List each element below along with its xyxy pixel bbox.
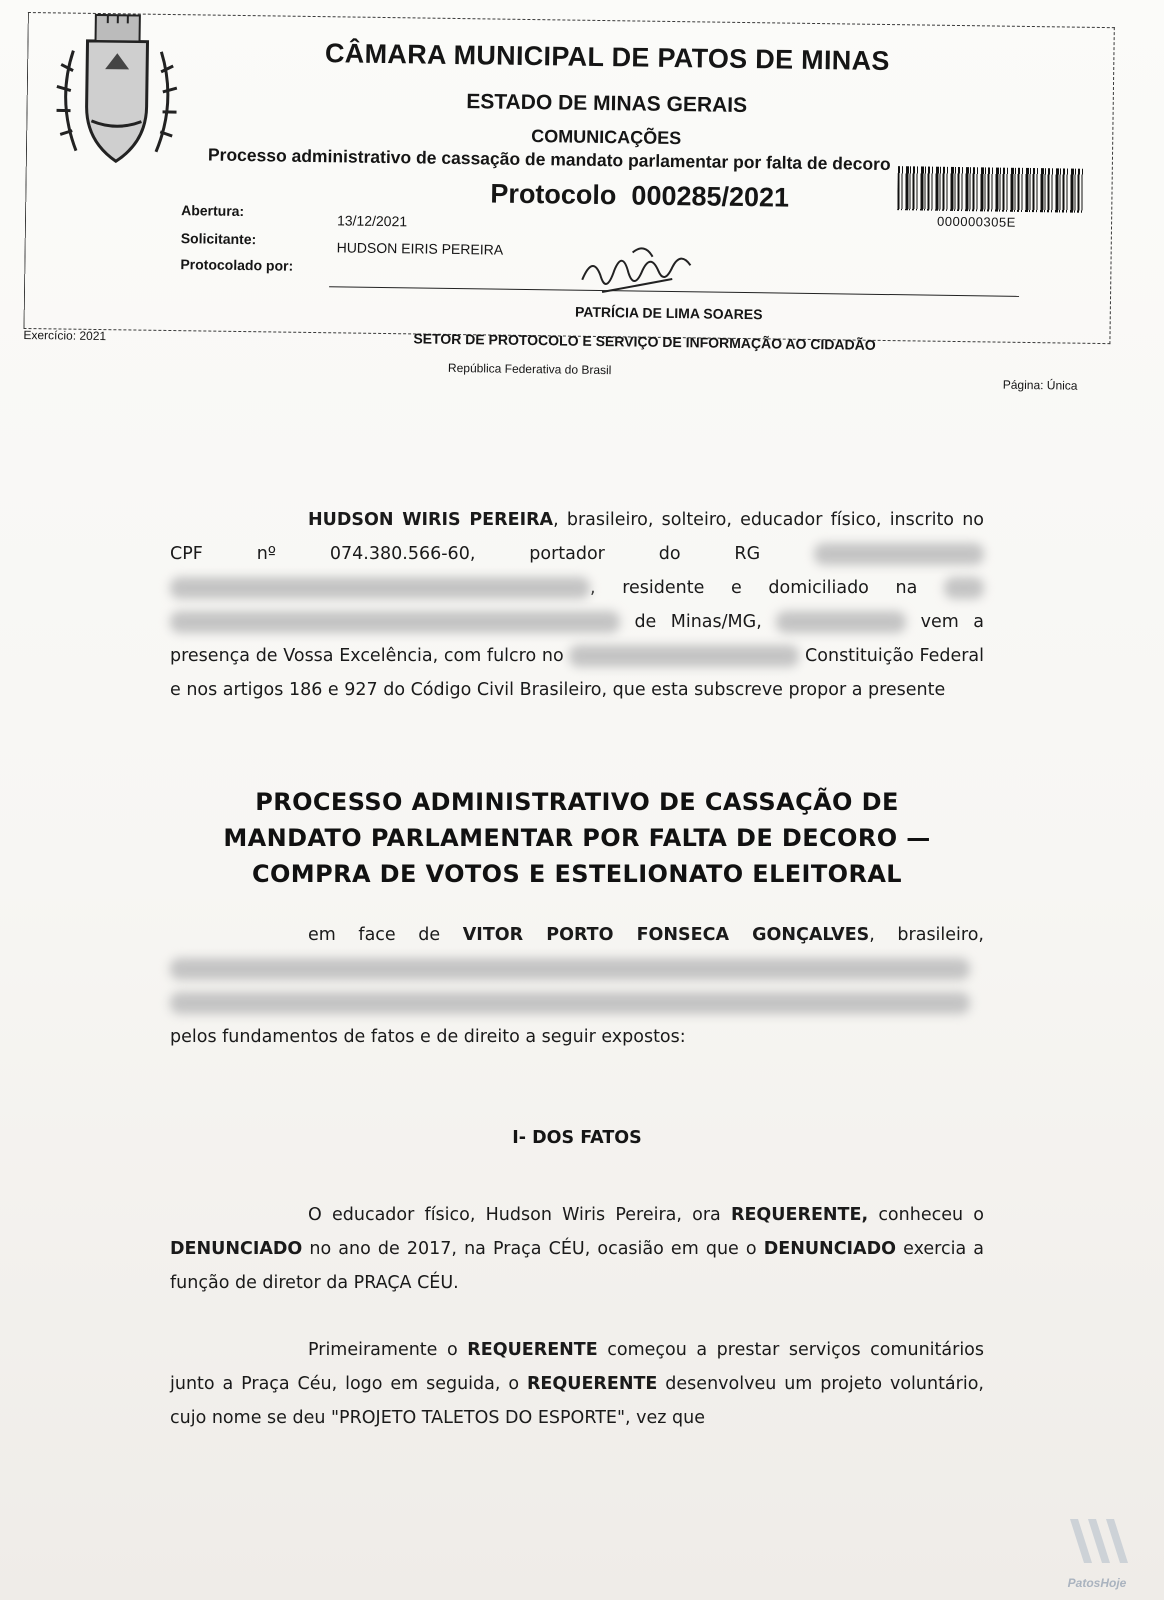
protocol-value: 000285/2021 <box>631 180 790 213</box>
barcode <box>897 166 1088 231</box>
facts1-text-1: O educador físico, Hudson Wiris Pereira, ora <box>308 1205 731 1225</box>
registered-by-label: Protocolado por: <box>180 256 294 274</box>
facts2-text-3: desenvolveu um projeto voluntário, cujo nome se deu "PROJETO TALETOS DO ESPORTE", vez que <box>170 1374 984 1428</box>
accused-name: VITOR PORTO FONSECA GONÇALVES <box>462 925 870 945</box>
against-text-2: , brasileiro, <box>869 925 984 945</box>
redacted-block <box>776 611 906 633</box>
requester-name: HUDSON WIRIS PEREIRA <box>308 510 554 530</box>
chamber-name: CÂMARA MUNICIPAL DE PATOS DE MINAS <box>324 38 890 77</box>
against-paragraph <box>170 918 984 1054</box>
facts-paragraph-2 <box>170 1333 984 1435</box>
intro-paragraph <box>170 503 984 707</box>
heading-line-2: MANDATO PARLAMENTAR POR FALTA DE DECORO — <box>223 824 931 852</box>
section-title-facts: I- DOS FATOS <box>512 1128 642 1148</box>
against-text-1: em face de <box>308 925 463 945</box>
against-text-3: pelos fundamentos de fatos e de direito a seguir expostos: <box>170 1027 686 1047</box>
facts1-text-2: conheceu o <box>868 1205 984 1225</box>
exercise-year: Exercício: 2021 <box>23 327 107 344</box>
intro-text-1: , brasileiro, solteiro, educador físico, inscrito no CPF nº 074.380.566-60, portador do RG <box>170 510 984 564</box>
page-label: Página: Única <box>1002 377 1078 393</box>
redacted-block <box>944 577 984 599</box>
watermark-logo-icon <box>1062 1511 1132 1571</box>
facts1-text-4: exercia a função de diretor da PRAÇA CÉU. <box>170 1239 985 1293</box>
facts1-text-3: no ano de 2017, na Praça CÉU, ocasião em que o <box>302 1239 764 1259</box>
facts2-bold-2: REQUERENTE <box>526 1374 658 1394</box>
intro-text-4: vem a presença de Vossa Excelência, com fulcro no <box>170 612 984 666</box>
watermark-text: PatosHoje <box>1067 1576 1127 1590</box>
requester-label: Solicitante: <box>180 230 257 248</box>
signature-icon <box>572 240 713 312</box>
signer-name: PATRÍCIA DE LIMA SOARES <box>574 303 763 323</box>
intro-text-3: de Minas/MG, <box>620 612 777 632</box>
facts1-bold-3: DENUNCIADO <box>763 1239 897 1259</box>
opening-label: Abertura: <box>181 202 245 220</box>
protocol-label: Protocolo <box>490 178 617 211</box>
heading-line-3: COMPRA DE VOTOS E ESTELIONATO ELEITORAL <box>251 860 903 888</box>
facts1-bold-1: REQUERENTE, <box>731 1205 869 1225</box>
intro-text-2: , residente e domiciliado na <box>590 578 944 598</box>
protocol-number <box>490 178 789 213</box>
barcode-number: 000000305E <box>936 213 1016 230</box>
facts2-text-2: começou a prestar serviços comunitários junto a Praça Céu, logo em seguida, o <box>170 1340 985 1394</box>
facts-paragraph-1 <box>170 1198 984 1300</box>
state-name: ESTADO DE MINAS GERAIS <box>466 90 748 118</box>
facts1-bold-2: DENUNCIADO <box>170 1239 303 1259</box>
republic-label: República Federativa do Brasil <box>447 360 612 378</box>
sector-name: SETOR DE PROTOCOLO E SERVIÇO DE INFORMAÇÃO AO CIDADÃO <box>413 330 876 353</box>
document-heading <box>170 784 984 892</box>
protocol-stamp <box>23 6 1128 393</box>
requester-value: HUDSON EIRIS PEREIRA <box>336 239 504 258</box>
barcode-icon <box>897 166 1084 213</box>
opening-value: 13/12/2021 <box>336 212 408 230</box>
redacted-block <box>170 611 620 633</box>
redacted-block <box>170 958 970 980</box>
facts2-text-1: Primeiramente o <box>308 1340 468 1360</box>
redacted-block <box>814 543 984 565</box>
redacted-block <box>170 577 590 599</box>
process-description: Processo administrativo de cassação de mandato parlamentar por falta de decoro <box>207 144 891 175</box>
municipal-crest-icon <box>46 10 188 172</box>
intro-text-5: Constituição Federal e nos artigos 186 e 927 do Código Civil Brasileiro, que esta subscreve propor a presente <box>170 646 984 700</box>
heading-line-1: PROCESSO ADMINISTRATIVO DE CASSAÇÃO DE <box>255 788 899 816</box>
watermark <box>1052 1511 1142 1590</box>
redacted-block <box>170 992 970 1014</box>
redacted-block <box>569 645 799 667</box>
section-name: COMUNICAÇÕES <box>531 126 682 149</box>
facts2-bold-1: REQUERENTE <box>467 1340 598 1360</box>
